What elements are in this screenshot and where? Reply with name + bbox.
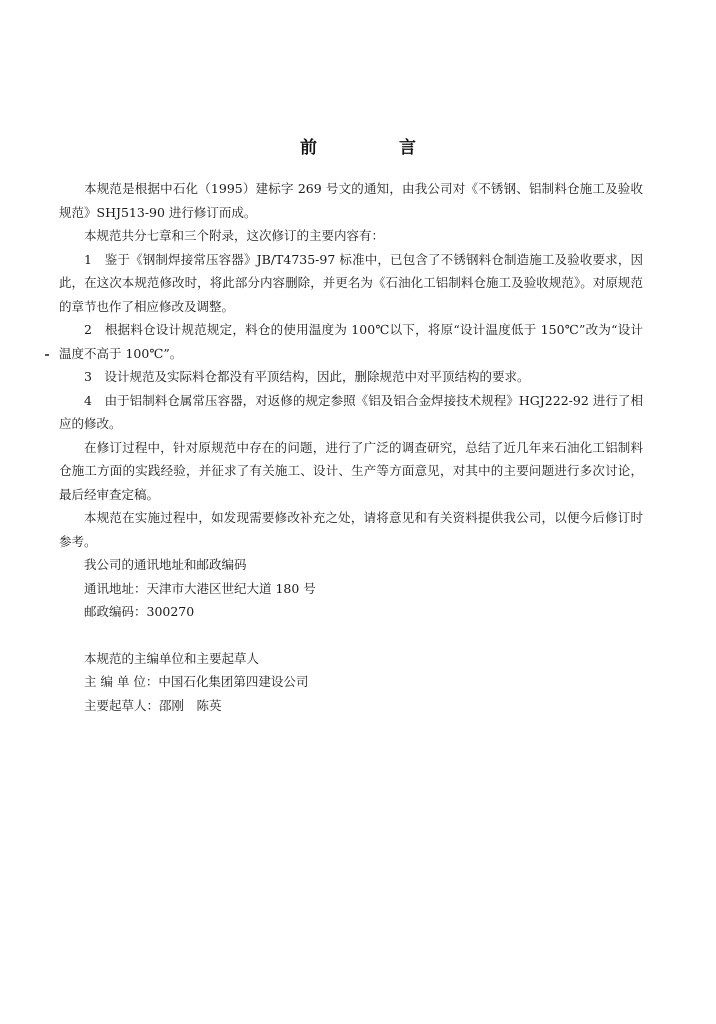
paragraph: 4 由于铝制料仓属常压容器，对返修的规定参照《铝及铝合金焊接技术规程》HGJ222-92 进行了相应的修改。 bbox=[59, 392, 643, 431]
paragraph: 3 设计规范及实际料仓都没有平顶结构，因此，删除规范中对平顶结构的要求。 bbox=[84, 369, 530, 384]
authors-heading: 本规范的主编单位和主要起草人 bbox=[84, 650, 260, 666]
contact-address: 通讯地址：天津市大港区世纪大道 180 号 bbox=[84, 580, 316, 596]
contact-heading: 我公司的通讯地址和邮政编码 bbox=[84, 557, 247, 572]
drafters: 主要起草人：邵刚 陈英 bbox=[84, 697, 222, 713]
contact-postcode: 邮政编码：300270 bbox=[84, 604, 195, 619]
section-gap bbox=[59, 624, 643, 647]
paragraph: 在修订过程中，针对原规范中存在的问题，进行了广泛的调查研究，总结了近几年来石油化工铝制料仓施工方面的实践经验，并征求了有关施工、设计、生产等方面意见，对其中的主要问题进行多次讨论，最后经审查定稿。 bbox=[59, 439, 643, 502]
paragraph: 本规范是根据中石化（1995）建标字 269 号文的通知，由我公司对《不锈钢、铝制料仓施工及验收规范》SHJ513-90 进行修订而成。 bbox=[59, 181, 643, 220]
paragraph: 本规范在实施过程中，如发现需要修改补充之处，请将意见和有关资料提供我公司，以便今后修订时参考。 bbox=[59, 510, 643, 549]
paragraph: 本规范共分七章和三个附录，这次修订的主要内容有： bbox=[84, 228, 385, 243]
page-title: 前 言 bbox=[300, 138, 454, 158]
scan-speck bbox=[45, 354, 49, 356]
paragraph: 2 根据料仓设计规范规定，料仓的使用温度为 100℃以下，将原“设计温度低于 150℃”改为“设计温度不高于 100℃”。 bbox=[59, 322, 643, 361]
paragraph: 1 鉴于《钢制焊接常压容器》JB/T4735-97 标准中，已包含了不锈钢料仓制造施工及验收要求，因此，在这次本规范修改时，将此部分内容删除，并更名为《石油化工铝制料仓施工及验收规范》。对原规范的章节也作了相应修改及调整。 bbox=[59, 251, 643, 314]
document-body bbox=[59, 177, 643, 717]
editor-unit: 主 编 单 位：中国石化集团第四建设公司 bbox=[84, 674, 309, 689]
